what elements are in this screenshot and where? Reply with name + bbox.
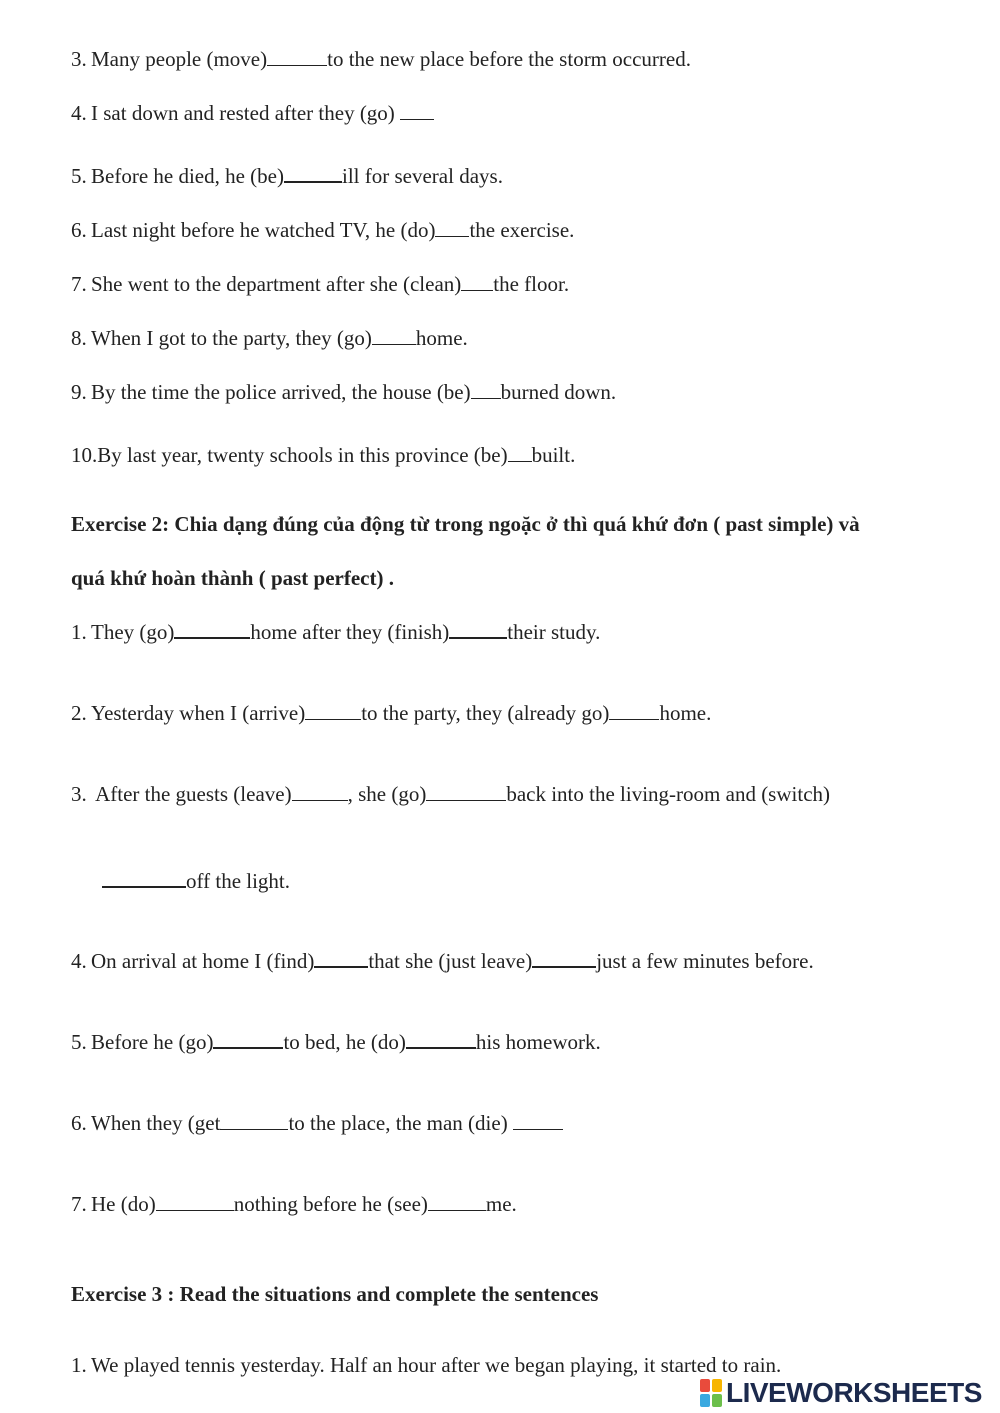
ex3-heading: Exercise 3 : Read the situations and complete the sentences [71,1282,599,1306]
ex1-item-9: 9. By the time the police arrived, the house (be) burned down. [71,380,617,404]
answer-blank[interactable] [174,619,250,639]
logo-text: LIVEWORKSHEETS [726,1377,982,1408]
ex2-heading-line2: quá khứ hoàn thành ( past perfect) . [71,566,394,590]
answer-blank[interactable] [508,443,532,462]
answer-blank[interactable] [609,701,659,720]
liveworksheets-logo-icon [700,1379,722,1407]
ex1-item-8: 8. When I got to the party, they (go) home. [71,326,468,350]
answer-blank[interactable] [314,948,368,968]
answer-blank[interactable] [292,782,348,801]
ex1-item-6: 6. Last night before he watched TV, he (do) the exercise. [71,218,575,242]
ex3-item-1: 1. We played tennis yesterday. Half an hour after we began playing, it started to rain. [71,1353,782,1377]
answer-blank[interactable] [400,101,434,120]
answer-blank[interactable] [513,1111,563,1130]
ex1-item-3: 3. Many people (move) to the new place before the storm occurred. [71,47,691,71]
answer-blank[interactable] [435,218,469,237]
answer-blank[interactable] [426,782,506,801]
ex2-item-3: 3. After the guests (leave) , she (go) back into the living-room and (switch) [71,782,831,806]
answer-blank[interactable] [372,326,416,345]
ex2-item-4: 4. On arrival at home I (find) that she (just leave) just a few minutes before. [71,949,814,973]
ex2-item-5: 5. Before he (go) to bed, he (do) his homework. [71,1030,601,1054]
answer-blank[interactable] [267,47,327,66]
answer-blank[interactable] [532,948,596,968]
answer-blank[interactable] [461,272,493,291]
answer-blank[interactable] [220,1111,288,1130]
answer-blank[interactable] [284,163,342,183]
answer-blank[interactable] [102,868,186,888]
ex2-heading-line1: Exercise 2: Chia dạng đúng của động từ trong ngoặc ở thì quá khứ đơn ( past simple) và [71,512,860,536]
answer-blank[interactable] [156,1192,234,1211]
ex2-item-7: 7. He (do) nothing before he (see) me. [71,1192,517,1216]
ex1-item-5: 5. Before he died, he (be) ill for several days. [71,164,503,188]
ex2-item-6: 6. When they (get to the place, the man (die) [71,1109,563,1137]
ex1-item-4: 4. I sat down and rested after they (go) [71,99,434,127]
answer-blank[interactable] [449,619,507,639]
ex1-item-7: 7. She went to the department after she (clean) the floor. [71,272,570,296]
answer-blank[interactable] [213,1029,283,1049]
answer-blank[interactable] [471,380,501,399]
ex1-item-10: 10.By last year, twenty schools in this province (be) built. [71,443,576,467]
ex2-item-3-cont: off the light. [102,867,290,895]
liveworksheets-logo [700,1376,982,1410]
answer-blank[interactable] [428,1192,486,1211]
answer-blank[interactable] [406,1029,476,1049]
ex2-item-1: 1. They (go) home after they (finish) their study. [71,620,601,644]
answer-blank[interactable] [305,701,361,720]
ex2-item-2: 2. Yesterday when I (arrive) to the party, they (already go) home. [71,701,712,725]
